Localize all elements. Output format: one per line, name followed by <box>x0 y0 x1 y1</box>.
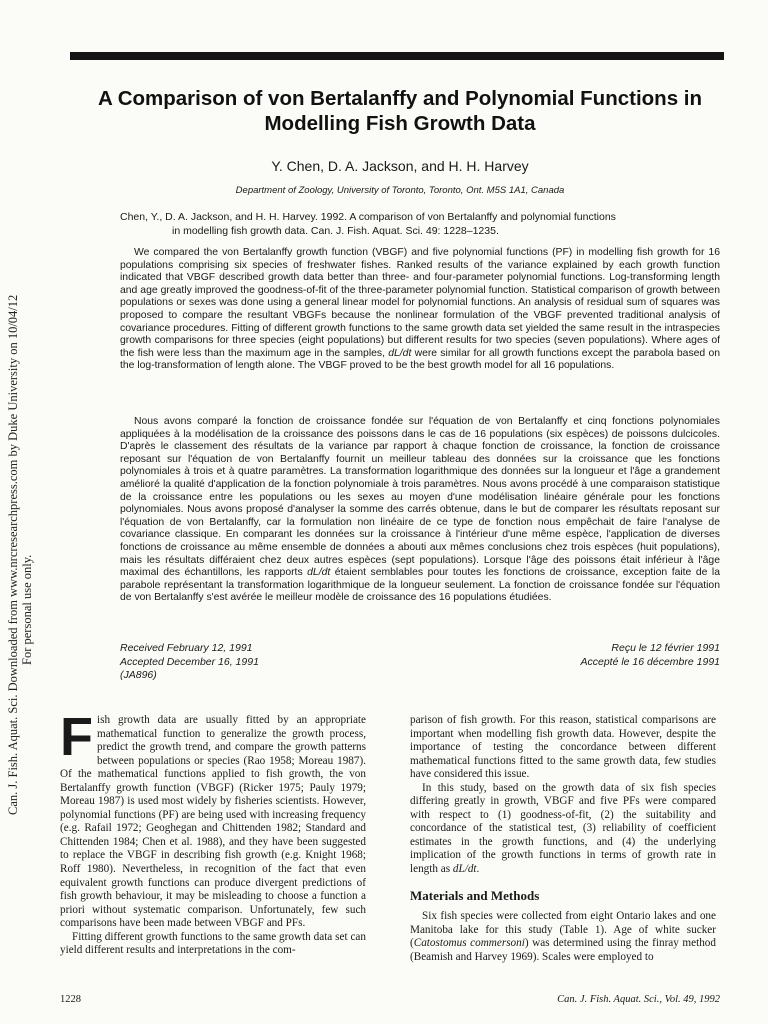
page-number: 1228 <box>60 994 81 1005</box>
article-title <box>80 86 720 136</box>
intro-dldt: dL/dt <box>452 863 477 876</box>
methods-text-a: Six fish species were collected from eight Ontario lakes and one Manitoba lake for this study (Table 1). Age of white sucker ( <box>410 910 716 950</box>
manuscript-code: (JA896) <box>120 669 157 681</box>
abstract-en-dldt: dL/dt <box>388 347 412 359</box>
title-line-1: A Comparison of von Bertalanffy and Polynomial Functions in <box>97 87 703 110</box>
citation-line-2: in modelling fish growth data. Can. J. Fish. Aquat. Sci. 49: 1228–1235. <box>172 225 499 237</box>
journal-footer: Can. J. Fish. Aquat. Sci., Vol. 49, 1992 <box>557 994 720 1005</box>
intro-paragraph-3: parison of fish growth. For this reason, statistical comparisons are important when modelling fish growth data. However, despite the importance of testing the concordance between different mathematical functions fitted to the same growth data, few studies have considered this issue. <box>410 714 716 781</box>
watermark-line-1: Can. J. Fish. Aquat. Sci. Downloaded from www.nrcresearchpress.com by Duke University on 10/04/12 <box>6 294 20 815</box>
methods-paragraph-1 <box>410 910 716 964</box>
body-column-right <box>410 714 716 964</box>
section-heading-methods: Materials and Methods <box>410 887 540 903</box>
received-date: Received February 12, 1991 <box>120 642 253 654</box>
methods-text-b: ) was determined using the finray method (Beamish and Harvey 1969). Scales were employed to <box>410 937 716 963</box>
intro-paragraph-2: Fitting different growth functions to the same growth data set can yield different results and interpretations in the com- <box>60 930 366 957</box>
download-watermark <box>0 215 40 975</box>
abstract-english <box>120 247 720 373</box>
abstract-fr-text-2: étaient semblables pour toutes les fonctions de croissance, exception faite de la parabole représentant la transformation logarithmique de la longueur seulement. La fonction de croissance fondée sur l'équation de von Bertalanffy s'est avérée le meilleur modèle de croissance des 16 populations étudiées. <box>120 567 721 604</box>
abstract-fr-dldt: dL/dt <box>307 567 331 579</box>
received-dates <box>120 642 720 683</box>
author-list: Y. Chen, D. A. Jackson, and H. H. Harvey <box>271 158 529 174</box>
body-column-left <box>60 707 366 958</box>
accepte-date: Accepté le 16 décembre 1991 <box>580 655 720 668</box>
intro-text-4b: . <box>476 863 480 876</box>
citation <box>120 210 720 238</box>
intro-text-1: ish growth data are usually fitted by an appropriate mathematical function to generalize the growth process, predict the growth trend, and compare the growth patterns between populations or species (Rao 1958; Moreau 1987). Of the mathematical functions applied to fish growth, the von Bertalanffy growth function (VBGF) (Ricker 1975; Pauly 1979; Moreau 1987) is used most widely by fisheries scientists. However, polynomial functions (PF) are being used with increasing frequency (e.g. Rafail 1972; Geoghegan and Chittenden 1982; Standard and Chittenden 1984; Chen et al. 1988), and they have been suggested to replace the VBGF in describing fish growth (e.g. Knight 1968; Roff 1980). Nevertheless, in recognition of the fact that even equivalent growth functions can produce divergent predictions of fish growth behaviour, it may be misleading to choose a function a priori without systematic comparison. Unfortunately, few such comparisons have been made between VBGF and PFs. <box>60 714 366 930</box>
french-dates <box>580 642 720 669</box>
abstract-en-text-1: We compared the von Bertalanffy growth function (VBGF) and five polynomial functions (PF) in modelling fish growth for 16 populations comprising six species of freshwater fishes. Ranked results of the variance explained by each growth function indicated that VBGF described growth data better than three- and four-parameter polynomial functions. Log-transforming length and age greatly improved the goodness-of-fit of the three-parameter polynomial function. Statistical comparison of growth between populations or sexes was done using a general linear model for polynomial functions. An analysis of residual sum of squares was proposed to compare the resultant VBGFs because the nonlinear formulation of the VBGF prevented traditional analysis of covariance procedures. Fitting of different growth functions to the same growth data set yielded the same result in the intraspecies growth comparisons for three species (eight populations) but different results for two species (seven populations). Where ages of the fish were less than the maximum age in the samples, <box>120 247 720 359</box>
recu-date: Reçu le 12 février 1991 <box>611 642 720 654</box>
species-name: Catostomus commersoni <box>413 937 525 950</box>
abstract-french <box>120 416 720 605</box>
drop-cap: F <box>60 707 93 767</box>
watermark-line-2: For personal use only. <box>20 554 34 665</box>
citation-line-1: Chen, Y., D. A. Jackson, and H. H. Harvey. 1992. A comparison of von Bertalanffy and polynomial functions <box>120 211 616 223</box>
intro-paragraph-1 <box>60 707 366 931</box>
intro-text-4a: In this study, based on the growth data of six fish species differing greatly in growth, VBGF and five PFs were compared with respect to (1) goodness-of-fit, (2) the suitability and concordance of the statistical test, (3) reliability of coefficient estimates in the growth functions, and (4) the underlying implication of the growth functions in terms of growth rate in length as <box>410 781 716 876</box>
accepted-date: Accepted December 16, 1991 <box>120 655 259 668</box>
title-line-2: Modelling Fish Growth Data <box>264 112 536 135</box>
abstract-en-text-2: were similar for all growth functions except the parabola based on the log-transformation of length alone. The VBGF proved to be the best growth model for all 16 populations. <box>120 347 720 372</box>
intro-paragraph-4 <box>410 782 716 877</box>
abstract-fr-text-1: Nous avons comparé la fonction de croissance fondée sur l'équation de von Bertalanffy et cinq fonctions polynomiales appliquées à la modélisation de la croissance des poissons dans le cas de 16 populations (six espèces) de poissons dulcicoles. D'après le classement des résultats de la variance par rapport à chaque fonction de croissance, la fonction de croissance reposant sur l'équation de von Bertalanffy fournit un meilleur tableau des données sur la croissance que les fonctions polynomiales à trois et à quatre paramètres. La transformation logarithmique des données sur la longueur et l'âge a grandement amélioré la qualité d'application de la fonction polynomiale à trois paramètres. Nous avons procédé à une comparaison statistique de la croissance entre les populations ou les sexes au moyen d'une modélisation linéaire générale pour les fonctions polynomiales. Nous avons proposé d'analyser la somme des carrés obtenue, dans le but de comparer les résultats reposant sur l'équation de von Bertalanffy, car la formulation non linéaire de ce type de fonction nous empêchait de faire l'analyse de covariance classique. En comparant les données sur la croissance à l'intérieur d'une même espèce, l'application de diverses fonctions de croissance au même ensemble de données a abouti aux mêmes conclusions chez trois espèces (huit populations), mais les résultats différaient chez deux autres espèces (sept populations). Lorsque l'âge des poissons était inférieur à l'âge maximal des échantillons, les rapports <box>120 416 720 579</box>
affiliation: Department of Zoology, University of Toronto, Toronto, Ont. M5S 1A1, Canada <box>235 185 565 196</box>
top-rule <box>70 52 724 60</box>
